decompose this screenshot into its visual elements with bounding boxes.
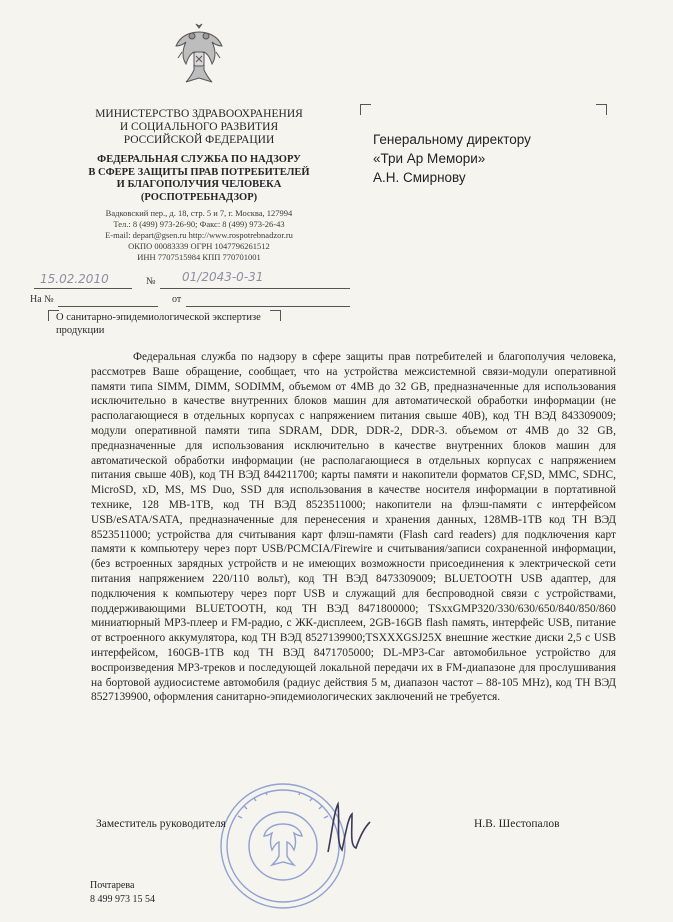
subject-line: О санитарно-эпидемиологической экспертизе продукции	[56, 312, 261, 336]
number-handwritten: 01/2043-0-31	[182, 270, 264, 284]
registration-block	[30, 270, 350, 310]
addressee-line: «Три Ар Мемори»	[373, 151, 486, 166]
in-reply-underline	[58, 306, 158, 307]
addressee-line: А.Н. Смирнову	[373, 170, 466, 185]
date-handwritten: 15.02.2010	[40, 272, 109, 286]
handwritten-signature	[318, 792, 378, 862]
executor-block	[90, 879, 155, 907]
ministry-line: И СОЦИАЛЬНОГО РАЗВИТИЯ	[119, 121, 279, 133]
subject-bracket-right	[270, 310, 281, 321]
ministry-line: РОССИЙСКОЙ ФЕДЕРАЦИИ	[123, 134, 275, 146]
service-line: В СФЕРЕ ЗАЩИТЫ ПРАВ ПОТРЕБИТЕЛЕЙ	[88, 166, 310, 178]
service-line: (РОСПОТРЕБНАДЗОР)	[140, 191, 258, 203]
ministry-name	[64, 108, 334, 147]
number-underline	[160, 288, 350, 289]
executor-name: Почтарева	[90, 880, 135, 891]
contact-details	[68, 208, 330, 263]
letter-body: Федеральная служба по надзору в сфере защиты прав потребителей и благополучия человека, рассмотрев Ваше обращение, сообщает, что на устройства межсистемной связи-модули оперативной памяти типа SIMM, DIMM, SODIMM, объемом от 4MB до 32 GB, предназначенные для использования исключительно в качестве внутренних блоков машин для автоматической обработки информации (не располагающиеся в отдельных корпусах с напряжением питания свыше 40В), код ТН ВЭД 843309009; модули оперативной памяти типа SDRAM, DDR, DDR-2, DDR-3. объемом от 4MB до 32 GB, предназначенные для использования исключительно в качестве внутренних блоков машин для автоматической обработки информации (не располагающиеся в отдельных корпусах с напряжением питания свыше 40В), код ТН ВЭД 844211700; карты памяти и накопители форматов CF,SD, MMC, SDHC, MicroSD, xD, MS, MS Duo, SSD для использования в качестве носителя информации в портативной технике, 128 MB-1TB, код ТН ВЭД 8523511000; накопители на флэш-памяти с интерфейсом USB/eSATA/SATA, предназначенные для перенесения и хранения данных, 128MB-1TB код ТН ВЭД 8523511000; устройства для считывания карт флэш-памяти (Flash card readers) для подключения карт памяти к компьютеру через порт USB/PCMCIA/Firewire и считывания/записи сохраненной информации, (без встроенных зарядных устройств и не имеющих возможности присоединения к электрической сети питания напряжением 220/110 вольт), код ТН ВЭД 8473309009; BLUETOOTH USB адаптер, для подключения к компьютеру через порт USB и служащий для беспроводной связи с устройствами, поддерживающими BLUETOOTH, код ТН ВЭД 8471800000; TSxxGMP320/330/630/650/840/850/860 миниатюрный MP3-плеер и FM-радио, с ЖК-дисплеем, 2GB-16GB flash память, интерфейс USB, питание от встроенного аккумулятора, код ТН ВЭД 8527139900;TSXXXGSJ25X внешние жесткие диски 2,5 с USB интерфейсом, 160GB-1TB код ТН ВЭД 8471705000; DL-MP3-Car автомобильное устройство для воспроизведения MP3-треков и последующей локальной передачи их в FM-диапазоне для прослушивания на бортовой аудиосистеме автомобиля (радиус действия 5 м, диапазон частот – 88-105 MHz), код ТН ВЭД 8527139900, оформления санитарно-эпидемиологических заключений не требуется.	[91, 351, 616, 704]
contact-line: E-mail: depart@gsen.ru http://www.rospotrebnadzor.ru	[105, 230, 293, 240]
addressee-line: Генеральному директору	[373, 132, 531, 147]
service-line: ФЕДЕРАЛЬНАЯ СЛУЖБА ПО НАДЗОРУ	[97, 154, 301, 165]
from-label: от	[172, 294, 182, 305]
contact-line: ОКПО 00083339 ОГРН 1047796261512	[128, 241, 270, 251]
addressee-bracket-right	[596, 104, 607, 115]
coat-of-arms-icon	[172, 22, 226, 88]
contact-line: Вадковский пер., д. 18, стр. 5 и 7, г. Москва, 127994	[105, 208, 293, 218]
contact-line: ИНН 7707515984 КПП 770701001	[137, 252, 261, 262]
contact-line: Тел.: 8 (499) 973-26-90; Факс: 8 (499) 973-26-43	[113, 219, 285, 229]
addressee-block	[373, 130, 531, 187]
executor-phone: 8 499 973 15 54	[90, 894, 155, 905]
addressee-bracket-left	[360, 104, 371, 115]
ministry-line: МИНИСТЕРСТВО ЗДРАВООХРАНЕНИЯ	[95, 108, 303, 120]
service-name	[64, 154, 334, 204]
signatory-position: Заместитель руководителя	[96, 818, 226, 830]
in-reply-label: На №	[30, 294, 54, 305]
number-sign: №	[146, 276, 156, 287]
signatory-name: Н.В. Шестопалов	[474, 818, 560, 830]
service-line: И БЛАГОПОЛУЧИЯ ЧЕЛОВЕКА	[116, 179, 282, 190]
date-underline	[34, 288, 132, 289]
from-underline	[186, 306, 350, 307]
